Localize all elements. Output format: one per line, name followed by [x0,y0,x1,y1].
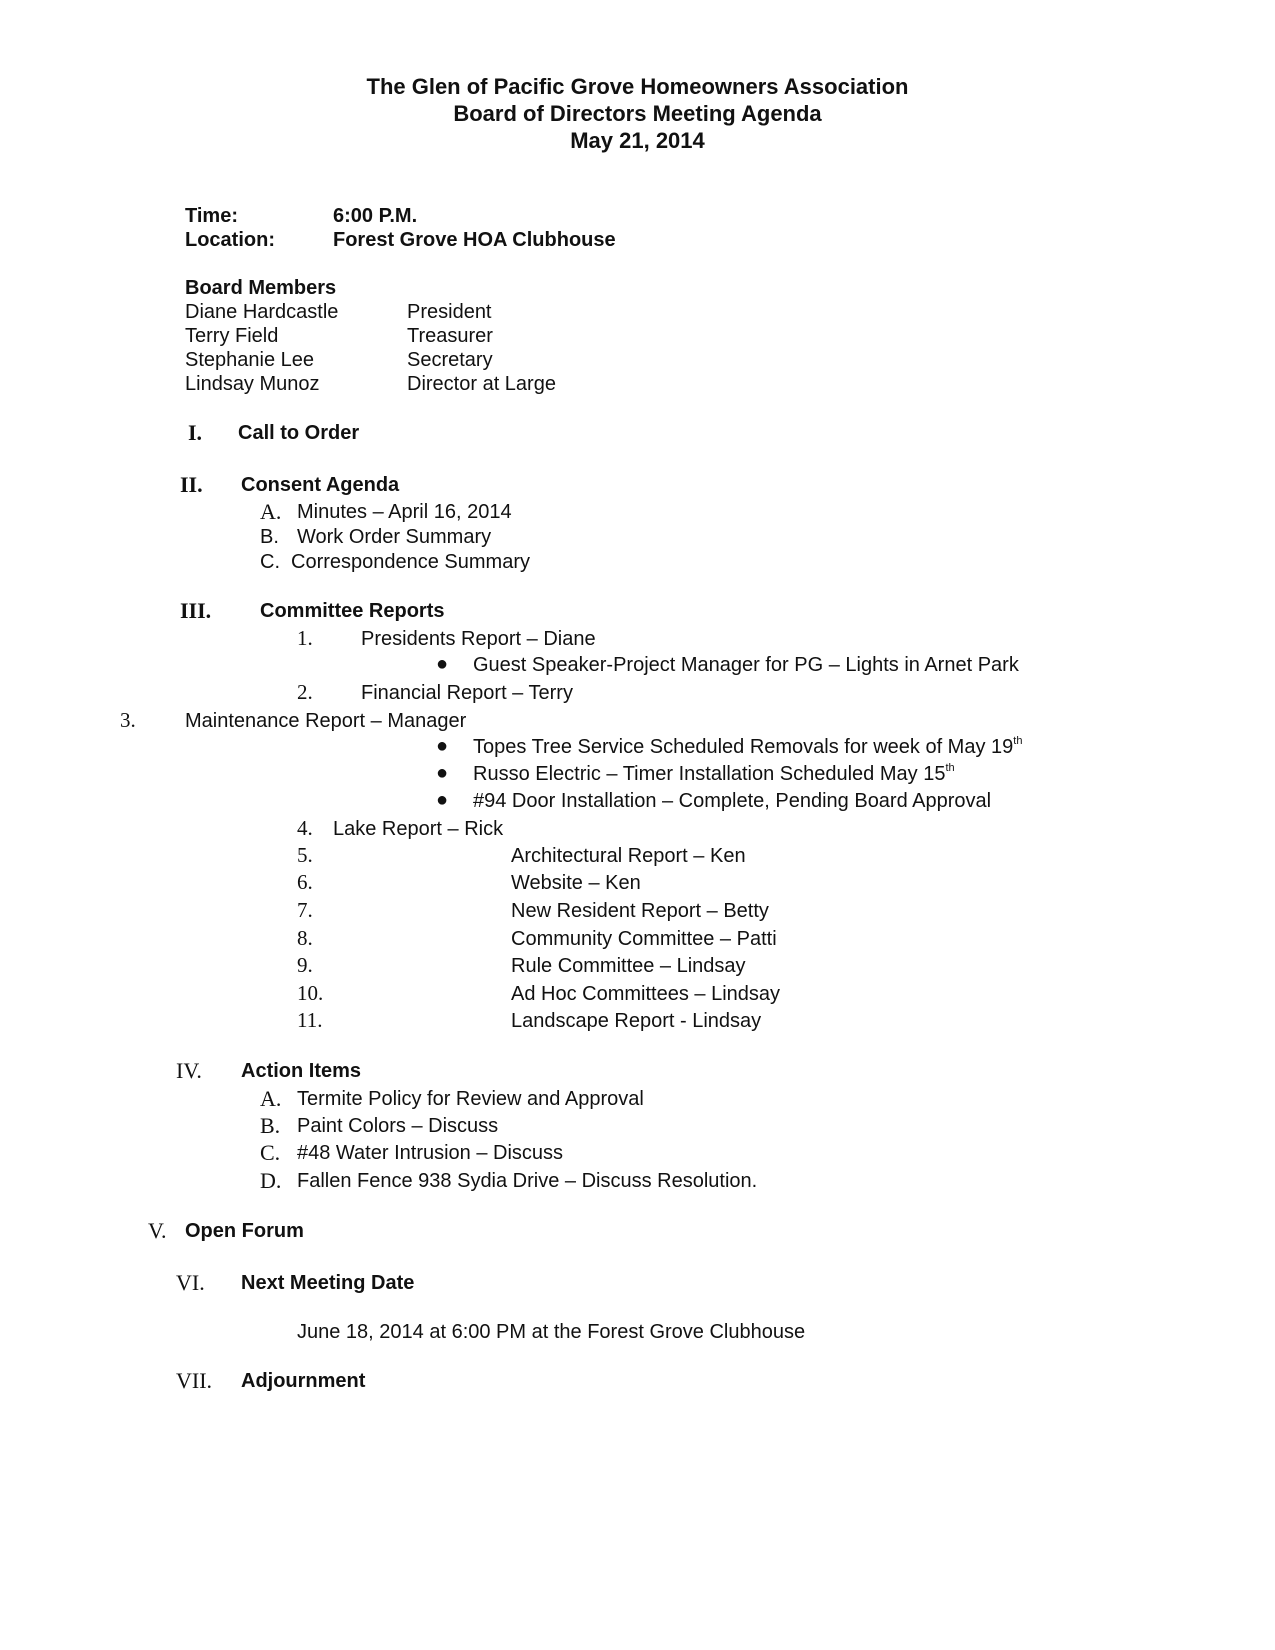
bullet-icon: ● [436,653,449,675]
action-item: #48 Water Intrusion – Discuss [297,1142,564,1164]
item-number: 3. [120,708,136,732]
item-letter: A. [260,1086,282,1111]
report-item: Landscape Report - Lindsay [511,1010,762,1032]
section-title-open-forum: Open Forum [185,1220,304,1242]
section-numeral: I. [188,420,203,445]
item-letter: C. [260,1140,281,1165]
report-item: New Resident Report – Betty [511,900,769,922]
bullet-item: Guest Speaker-Project Manager for PG – Lights in Arnet Park [473,654,1019,676]
item-number: 11. [297,1008,323,1032]
item-number: 10. [297,981,324,1005]
item-letter: C. [260,551,280,573]
board-member-role: President [407,301,492,323]
section-title-consent-agenda: Consent Agenda [241,474,400,496]
report-item: Maintenance Report – Manager [185,710,467,732]
report-item: Lake Report – Rick [333,818,504,840]
section-title-committee-reports: Committee Reports [260,600,445,622]
bullet-text: Russo Electric – Timer Installation Scheduled May 15 [473,763,946,785]
section-numeral: VI. [176,1270,205,1295]
section-title-call-to-order: Call to Order [238,422,360,444]
section-numeral: VII. [176,1368,213,1393]
report-item: Community Committee – Patti [511,928,777,950]
bullet-text: Topes Tree Service Scheduled Removals for week of May 19 [473,736,1014,758]
section-title-action-items: Action Items [241,1060,362,1082]
report-item: Presidents Report – Diane [361,628,596,650]
item-number: 2. [297,680,313,704]
consent-item: Correspondence Summary [291,551,530,573]
bullet-icon: ● [436,789,449,811]
item-number: 9. [297,953,313,977]
item-number: 7. [297,898,313,922]
section-numeral: II. [180,472,203,497]
board-member-role: Director at Large [407,373,556,395]
bullet-item: #94 Door Installation – Complete, Pending Board Approval [473,790,992,812]
item-number: 6. [297,870,313,894]
item-number: 5. [297,843,313,867]
board-member-role: Secretary [407,349,493,371]
report-item: Ad Hoc Committees – Lindsay [511,983,781,1005]
document-subtitle: Board of Directors Meeting Agenda [453,101,822,126]
section-numeral: IV. [176,1058,202,1083]
board-members-heading: Board Members [185,277,337,299]
location-value: Forest Grove HOA Clubhouse [333,229,616,251]
action-item: Termite Policy for Review and Approval [297,1088,644,1110]
action-item: Fallen Fence 938 Sydia Drive – Discuss Resolution. [297,1170,758,1192]
board-member-name: Stephanie Lee [185,349,315,371]
consent-item: Minutes – April 16, 2014 [297,501,512,523]
item-letter: A. [260,499,282,524]
bullet-superscript: th [945,762,955,774]
board-member-role: Treasurer [407,325,493,347]
board-member-name: Diane Hardcastle [185,301,339,323]
consent-item: Work Order Summary [297,526,492,548]
action-item: Paint Colors – Discuss [297,1115,499,1137]
bullet-icon: ● [436,762,449,784]
report-item: Financial Report – Terry [361,682,573,704]
time-value: 6:00 P.M. [333,205,418,227]
report-item: Website – Ken [511,872,641,894]
item-number: 4. [297,816,313,840]
item-letter: D. [260,1168,282,1193]
document-title: The Glen of Pacific Grove Homeowners Association [366,74,909,99]
board-member-name: Terry Field [185,325,279,347]
document-date: May 21, 2014 [570,128,705,153]
item-letter: B. [260,526,279,548]
item-number: 8. [297,926,313,950]
report-item: Rule Committee – Lindsay [511,955,746,977]
section-title-next-meeting-date: Next Meeting Date [241,1272,415,1294]
location-label: Location: [185,229,275,251]
bullet-icon: ● [436,735,449,757]
item-letter: B. [260,1113,281,1138]
report-item: Architectural Report – Ken [511,845,746,867]
section-numeral: III. [180,598,212,623]
bullet-superscript: th [1013,735,1023,747]
bullet-item [473,762,955,786]
board-member-name: Lindsay Munoz [185,373,320,395]
section-numeral: V. [148,1218,167,1243]
section-title-adjournment: Adjournment [241,1370,366,1392]
item-number: 1. [297,626,313,650]
time-label: Time: [185,205,238,227]
next-meeting-detail: June 18, 2014 at 6:00 PM at the Forest Grove Clubhouse [297,1321,806,1343]
bullet-item [473,735,1022,759]
